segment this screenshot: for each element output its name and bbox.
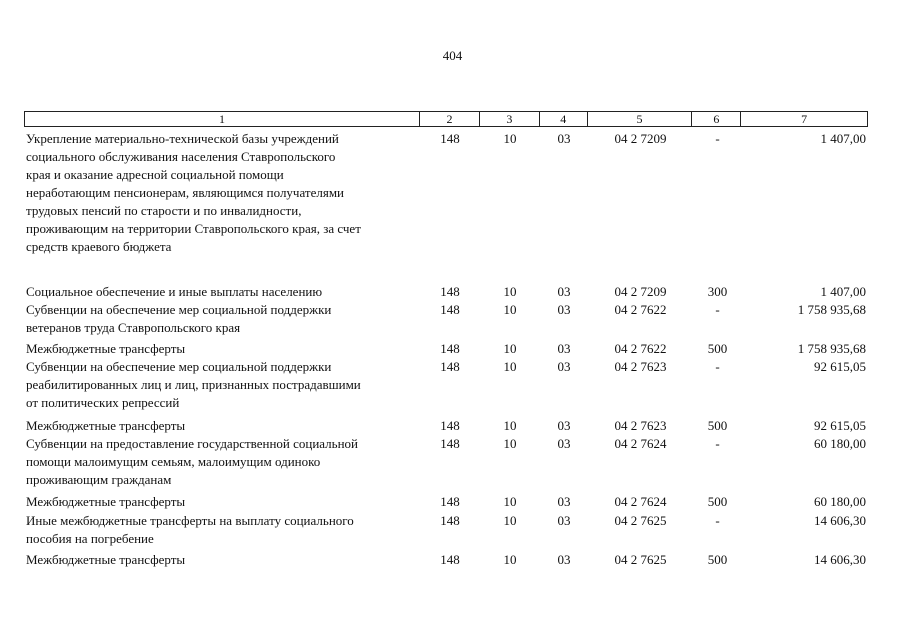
row-admin-code: 148	[440, 552, 460, 567]
row-name-line: от политических репрессий	[26, 395, 180, 410]
row-amount: 1 758 935,68	[797, 302, 866, 317]
row-name-line: средств краевого бюджета	[26, 239, 172, 254]
row-amount: 1 758 935,68	[797, 341, 866, 356]
row-section: 10	[503, 552, 517, 567]
row-subsection: 03	[557, 418, 571, 433]
row-target-article: 04 2 7625	[614, 552, 667, 567]
row-name	[24, 130, 420, 256]
row-subsection: 03	[557, 131, 571, 146]
row-amount: 92 615,05	[814, 359, 866, 374]
row-admin-code: 148	[440, 494, 460, 509]
row-target-article: 04 2 7209	[614, 284, 667, 299]
row-name-line: проживающим на территории Ставропольского края, за счет	[26, 221, 361, 236]
header-col-2: 2	[420, 112, 480, 126]
row-name	[24, 283, 420, 301]
page-number: 404	[442, 48, 463, 63]
row-subsection: 03	[557, 552, 571, 567]
row-target-article: 04 2 7623	[614, 418, 667, 433]
row-name-line: Субвенции на предоставление государственной социальной	[26, 436, 359, 451]
row-amount: 1 407,00	[820, 131, 866, 146]
row-admin-code: 148	[440, 359, 460, 374]
row-name-line: трудовых пенсий по старости и по инвалидности,	[26, 203, 302, 218]
header-col-6: 6	[692, 112, 741, 126]
row-expense-type: 500	[707, 341, 728, 356]
table-row	[24, 512, 868, 548]
table-row	[24, 130, 868, 256]
row-admin-code: 148	[440, 436, 460, 451]
row-target-article: 04 2 7622	[614, 302, 667, 317]
row-expense-type: 300	[707, 284, 728, 299]
row-name	[24, 358, 420, 412]
row-name	[24, 417, 420, 435]
header-col-3: 3	[480, 112, 540, 126]
row-amount: 60 180,00	[814, 436, 866, 451]
row-amount: 60 180,00	[814, 494, 866, 509]
row-subsection: 03	[557, 494, 571, 509]
header-col-5: 5	[588, 112, 693, 126]
row-section: 10	[503, 284, 517, 299]
header-col-4: 4	[540, 112, 588, 126]
row-name-line: Укрепление материально-технической базы учреждений	[26, 131, 339, 146]
row-subsection: 03	[557, 359, 571, 374]
row-name	[24, 493, 420, 511]
row-section: 10	[503, 436, 517, 451]
row-name-line: помощи малоимущим семьям, малоимущим одиноко	[26, 454, 321, 469]
row-name	[24, 301, 420, 337]
row-section: 10	[503, 341, 517, 356]
row-subsection: 03	[557, 436, 571, 451]
row-expense-type: 500	[707, 552, 728, 567]
row-name-line: края и оказание адресной социальной помощи	[26, 167, 284, 182]
table-row	[24, 551, 868, 569]
row-name-line: Межбюджетные трансферты	[26, 418, 186, 433]
row-amount: 14 606,30	[814, 552, 866, 567]
table-row	[24, 358, 868, 412]
table-row	[24, 417, 868, 435]
row-name	[24, 551, 420, 569]
row-name-line: неработающим пенсионерам, являющимся получателями	[26, 185, 345, 200]
row-name-line: Субвенции на обеспечение мер социальной поддержки	[26, 302, 332, 317]
row-subsection: 03	[557, 341, 571, 356]
row-expense-type: -	[715, 302, 720, 317]
row-target-article: 04 2 7623	[614, 359, 667, 374]
row-name-line: Субвенции на обеспечение мер социальной поддержки	[26, 359, 332, 374]
row-name	[24, 340, 420, 358]
row-section: 10	[503, 131, 517, 146]
row-name-line: пособия на погребение	[26, 531, 154, 546]
row-section: 10	[503, 513, 517, 528]
row-expense-type: -	[715, 436, 720, 451]
row-name-line: социального обслуживания населения Ставропольского	[26, 149, 336, 164]
header-col-7: 7	[801, 112, 808, 126]
row-target-article: 04 2 7622	[614, 341, 667, 356]
row-expense-type: -	[715, 513, 720, 528]
row-expense-type: 500	[707, 494, 728, 509]
row-target-article: 04 2 7624	[614, 436, 667, 451]
row-subsection: 03	[557, 284, 571, 299]
row-name	[24, 512, 420, 548]
header-col-1: 1	[25, 112, 420, 126]
row-section: 10	[503, 418, 517, 433]
row-subsection: 03	[557, 302, 571, 317]
row-name-line: реабилитированных лиц и лиц, признанных пострадавшими	[26, 377, 361, 392]
row-name-line: Межбюджетные трансферты	[26, 341, 186, 356]
row-target-article: 04 2 7625	[614, 513, 667, 528]
row-name-line: Иные межбюджетные трансферты на выплату социального	[26, 513, 354, 528]
row-admin-code: 148	[440, 131, 460, 146]
table-row	[24, 340, 868, 358]
row-section: 10	[503, 302, 517, 317]
row-expense-type: -	[715, 131, 720, 146]
row-amount: 1 407,00	[820, 284, 866, 299]
row-name-line: проживающим гражданам	[26, 472, 172, 487]
row-admin-code: 148	[440, 302, 460, 317]
row-target-article: 04 2 7624	[614, 494, 667, 509]
row-admin-code: 148	[440, 341, 460, 356]
row-amount: 92 615,05	[814, 418, 866, 433]
table-row	[24, 283, 868, 301]
row-admin-code: 148	[440, 418, 460, 433]
row-amount: 14 606,30	[814, 513, 866, 528]
row-name-line: Межбюджетные трансферты	[26, 494, 186, 509]
row-name-line: ветеранов труда Ставропольского края	[26, 320, 241, 335]
row-name-line: Межбюджетные трансферты	[26, 552, 186, 567]
row-name	[24, 435, 420, 489]
table-header	[24, 111, 868, 127]
row-section: 10	[503, 494, 517, 509]
table-row	[24, 435, 868, 489]
row-expense-type: -	[715, 359, 720, 374]
table-row	[24, 493, 868, 511]
row-subsection: 03	[557, 513, 571, 528]
row-target-article: 04 2 7209	[614, 131, 667, 146]
table-row	[24, 301, 868, 337]
row-name-line: Социальное обеспечение и иные выплаты населению	[26, 284, 323, 299]
row-admin-code: 148	[440, 513, 460, 528]
row-expense-type: 500	[707, 418, 728, 433]
row-admin-code: 148	[440, 284, 460, 299]
row-section: 10	[503, 359, 517, 374]
